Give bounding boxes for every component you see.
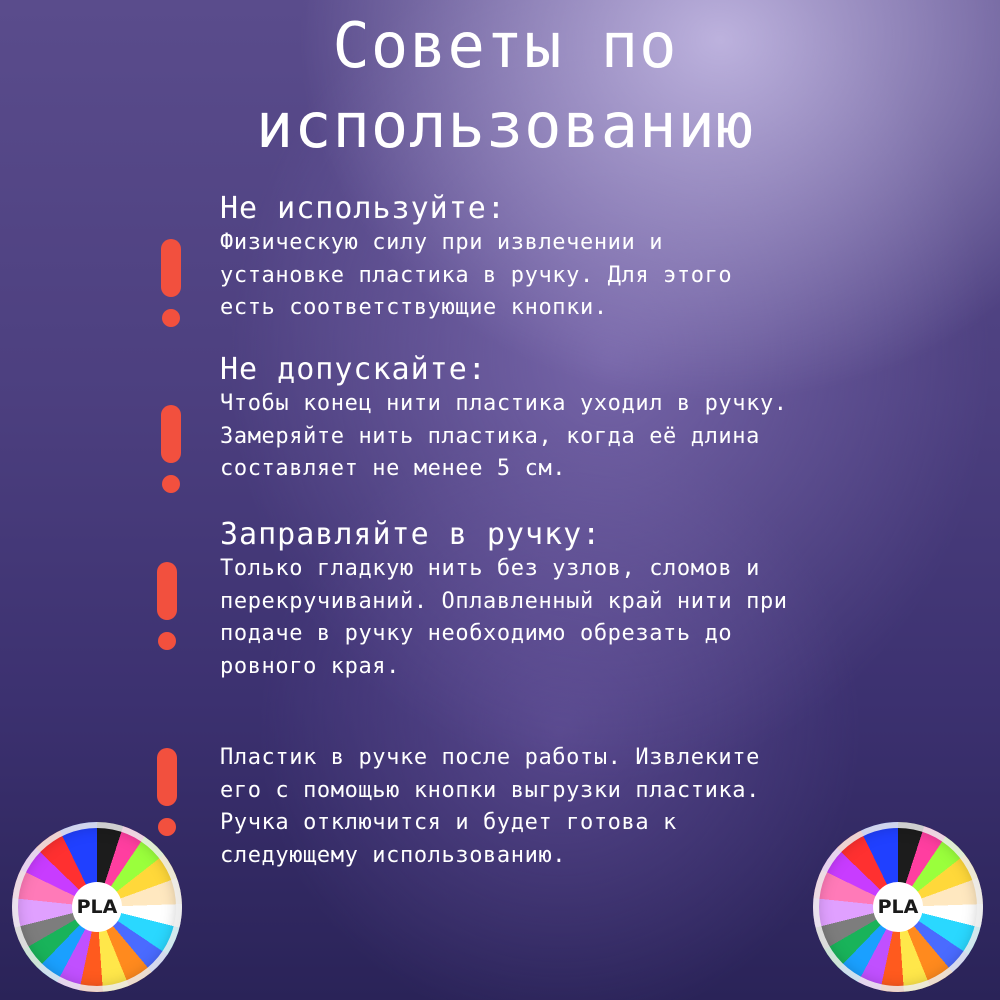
page-title	[0, 6, 1000, 166]
exclamation-icon	[156, 239, 186, 329]
exclamation-icon	[152, 748, 182, 838]
filament-spool-icon-left	[12, 822, 182, 992]
spool-label-left: PLA	[72, 882, 122, 932]
tip-section-1	[220, 191, 990, 325]
title-line-1: Советы по	[332, 9, 678, 82]
exclamation-icon	[156, 405, 186, 495]
tip-heading-1: Не используйте:	[220, 191, 506, 226]
exclamation-icon	[152, 562, 182, 652]
tip-text-1: Физическую силу при извлечении и установке пластика в ручку. Для этого есть соответствующие кнопки.	[220, 230, 733, 320]
title-line-2: использованию	[255, 89, 755, 162]
tip-section-2	[220, 352, 990, 486]
tip-text-4: Пластик в ручке после работы. Извлеките его с помощью кнопки выгрузки пластика. Ручка отключится и будет готова к следующему использованию.	[220, 745, 760, 868]
filament-spool-icon-right	[813, 822, 983, 992]
tip-heading-3: Заправляйте в ручку:	[220, 517, 602, 552]
tip-text-2: Чтобы конец нити пластика уходил в ручку. Замеряйте нить пластика, когда её длина составляет не менее 5 см.	[220, 391, 788, 481]
tip-heading-2: Не допускайте:	[220, 352, 487, 387]
spool-label-right: PLA	[873, 882, 923, 932]
tip-section-3	[220, 517, 990, 683]
tip-text-3: Только гладкую нить без узлов, сломов и перекручиваний. Оплавленный край нити при подаче в ручку необходимо обрезать до ровного края.	[220, 556, 788, 679]
